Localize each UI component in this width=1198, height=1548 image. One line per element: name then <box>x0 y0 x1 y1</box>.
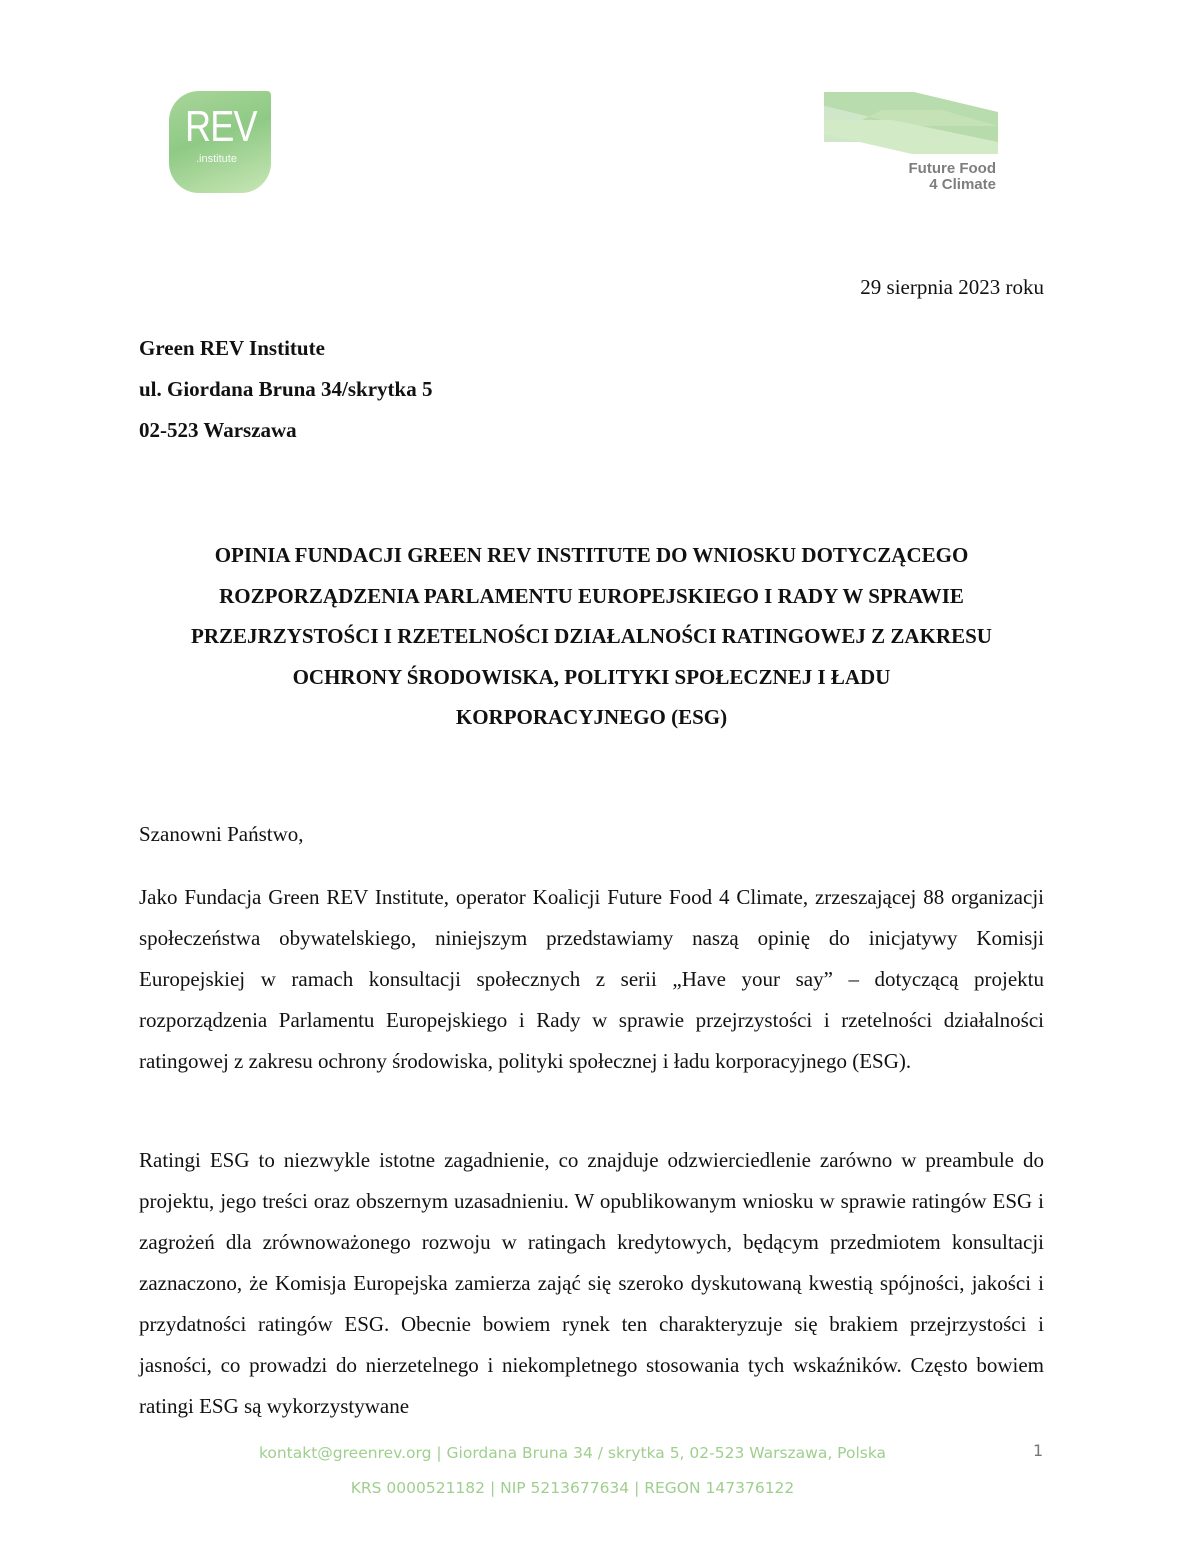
title-line: PRZEJRZYSTOŚCI I RZETELNOŚCI DZIAŁALNOŚCI RATINGOWEJ Z ZAKRESU <box>191 624 992 648</box>
footer-registry-line: KRS 0000521182 | NIP 5213677634 | REGON 147376122 <box>350 1479 795 1497</box>
title-line: OPINIA FUNDACJI GREEN REV INSTITUTE DO WNIOSKU DOTYCZĄCEGO <box>214 543 969 567</box>
title-line: OCHRONY ŚRODOWISKA, POLITYKI SPOŁECZNEJ I ŁADU <box>292 664 891 689</box>
greeting: Szanowni Państwo, <box>139 822 304 846</box>
footer-contact-line: kontakt@greenrev.org | Giordana Bruna 34 / skrytka 5, 02-523 Warszawa, Polska <box>258 1444 887 1462</box>
title-line: ROZPORZĄDZENIA PARLAMENTU EUROPEJSKIEGO I RADY W SPRAWIE <box>219 583 964 608</box>
body-paragraph: Ratingi ESG to niezwykle istotne zagadnienie, co znajduje odzwierciedlenie zarówno w preambule do projektu, jego treści oraz obszernym uzasadnieniu. W opublikowanym wniosku w sprawie ratingów ESG i zagrożeń dla zrównoważonego rozwoju w ratingach kredytowych, będącym przedmiotem konsultacji zaznaczono, że Komisja Europejska zamierza zająć się szeroko dyskutowaną kwestią spójności, jakości i przydatności ratingów ESG. Obecnie bowiem rynek ten charakteryzuje się brakiem przejrzystości i jasności, co prowadzi do nierzetelnego i niekompletnego stosowania tych wskaźników. Często bowiem ratingi ESG są wykorzystywane <box>139 1148 1044 1418</box>
future-food-logo-line1: Future Food <box>908 160 996 177</box>
title-line: KORPORACYJNEGO (ESG) <box>455 705 728 729</box>
address-line-city: 02-523 Warszawa <box>139 418 297 442</box>
address-line-name: Green REV Institute <box>139 336 325 360</box>
address-block <box>139 333 432 456</box>
body-paragraph: Jako Fundacja Green REV Institute, operator Koalicji Future Food 4 Climate, zrzeszającej 88 organizacji społeczeństwa obywatelskiego, niniejszym przedstawiamy naszą opinię do inicjatywy Komisji Europejskiej w ramach konsultacji społecznych z serii „Have your say” – dotyczącą projektu rozporządzenia Parlamentu Europejskiego i Rady w sprawie przejrzystości i rzetelności działalności ratingowej z zakresu ochrony środowiska, polityki społecznej i ładu korporacyjnego (ESG). <box>139 885 1044 1073</box>
rev-logo-subtitle: .institute <box>196 153 237 165</box>
future-food-ribbon-icon <box>822 90 1000 156</box>
rev-logo-word: REV <box>185 102 257 151</box>
future-food-logo-line2: 4 Climate <box>929 176 996 193</box>
letter-date: 29 sierpnia 2023 roku <box>860 275 1044 299</box>
address-line-street: ul. Giordana Bruna 34/skrytka 5 <box>139 377 433 401</box>
page-number: 1 <box>1033 1441 1044 1460</box>
future-food-4-climate-logo <box>822 90 1000 196</box>
document-title <box>139 535 1044 738</box>
rev-institute-logo <box>169 91 271 193</box>
